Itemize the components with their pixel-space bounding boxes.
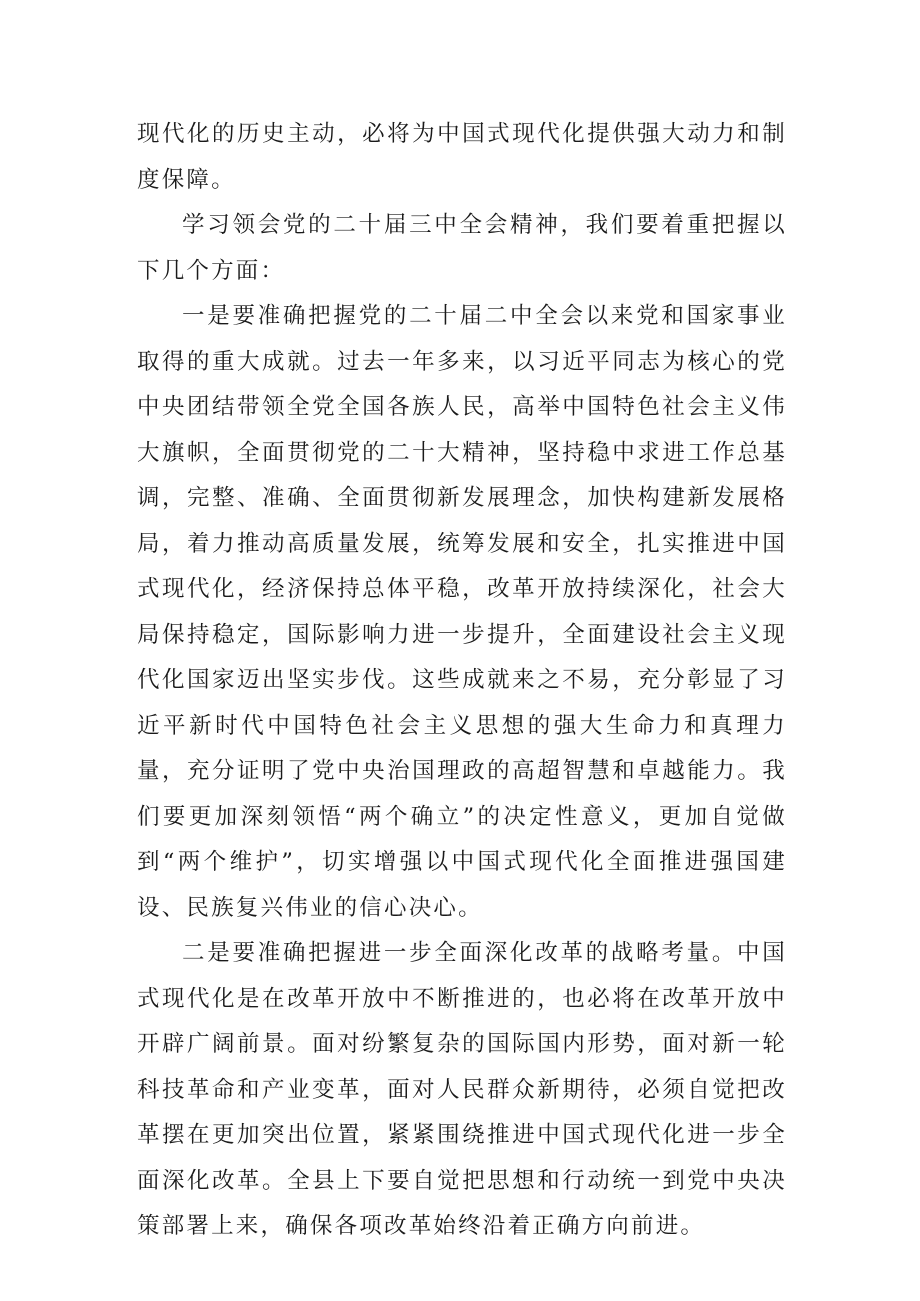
paragraph-point-two: 二是要准确把握进一步全面深化改革的战略考量。中国式现代化是在改革开放中不断推进的，也必将在改革开放中开辟广阔前景。面对纷繁复杂的国际国内形势，面对新一轮科技革命和产业变革，面对人民群众新期待，必须自觉把改革摆在更加突出位置，紧紧围绕推进中国式现代化进一步全面深化改革。全县上下要自觉把思想和行动统一到党中央决策部署上来，确保各项改革始终沿着正确方向前进。: [137, 940, 787, 1239]
paragraph-point-one: 一是要准确把握党的二十届二中全会以来党和国家事业取得的重大成就。过去一年多来，以习近平同志为核心的党中央团结带领全党全国各族人民，高举中国特色社会主义伟大旗帜，全面贯彻党的二十大精神，坚持稳中求进工作总基调，完整、准确、全面贯彻新发展理念，加快构建新发展格局，着力推动高质量发展，统筹发展和安全，扎实推进中国式现代化，经济保持总体平稳，改革开放持续深化，社会大局保持稳定，国际影响力进一步提升，全面建设社会主义现代化国家迈出坚实步伐。这些成就来之不易，充分彰显了习近平新时代中国特色社会主义思想的强大生命力和真理力量，充分证明了党中央治国理政的高超智慧和卓越能力。我们要更加深刻领悟“两个确立”的决定性意义，更加自觉做到“两个维护”，切实增强以中国式现代化全面推进强国建设、民族复兴伟业的信心决心。: [137, 303, 787, 921]
paragraph-continuation: 现代化的历史主动，必将为中国式现代化提供强大动力和制度保障。: [137, 121, 787, 193]
document-body: [137, 112, 787, 1250]
paragraph-intro: 学习领会党的二十届三中全会精神，我们要着重把握以下几个方面：: [137, 212, 787, 284]
